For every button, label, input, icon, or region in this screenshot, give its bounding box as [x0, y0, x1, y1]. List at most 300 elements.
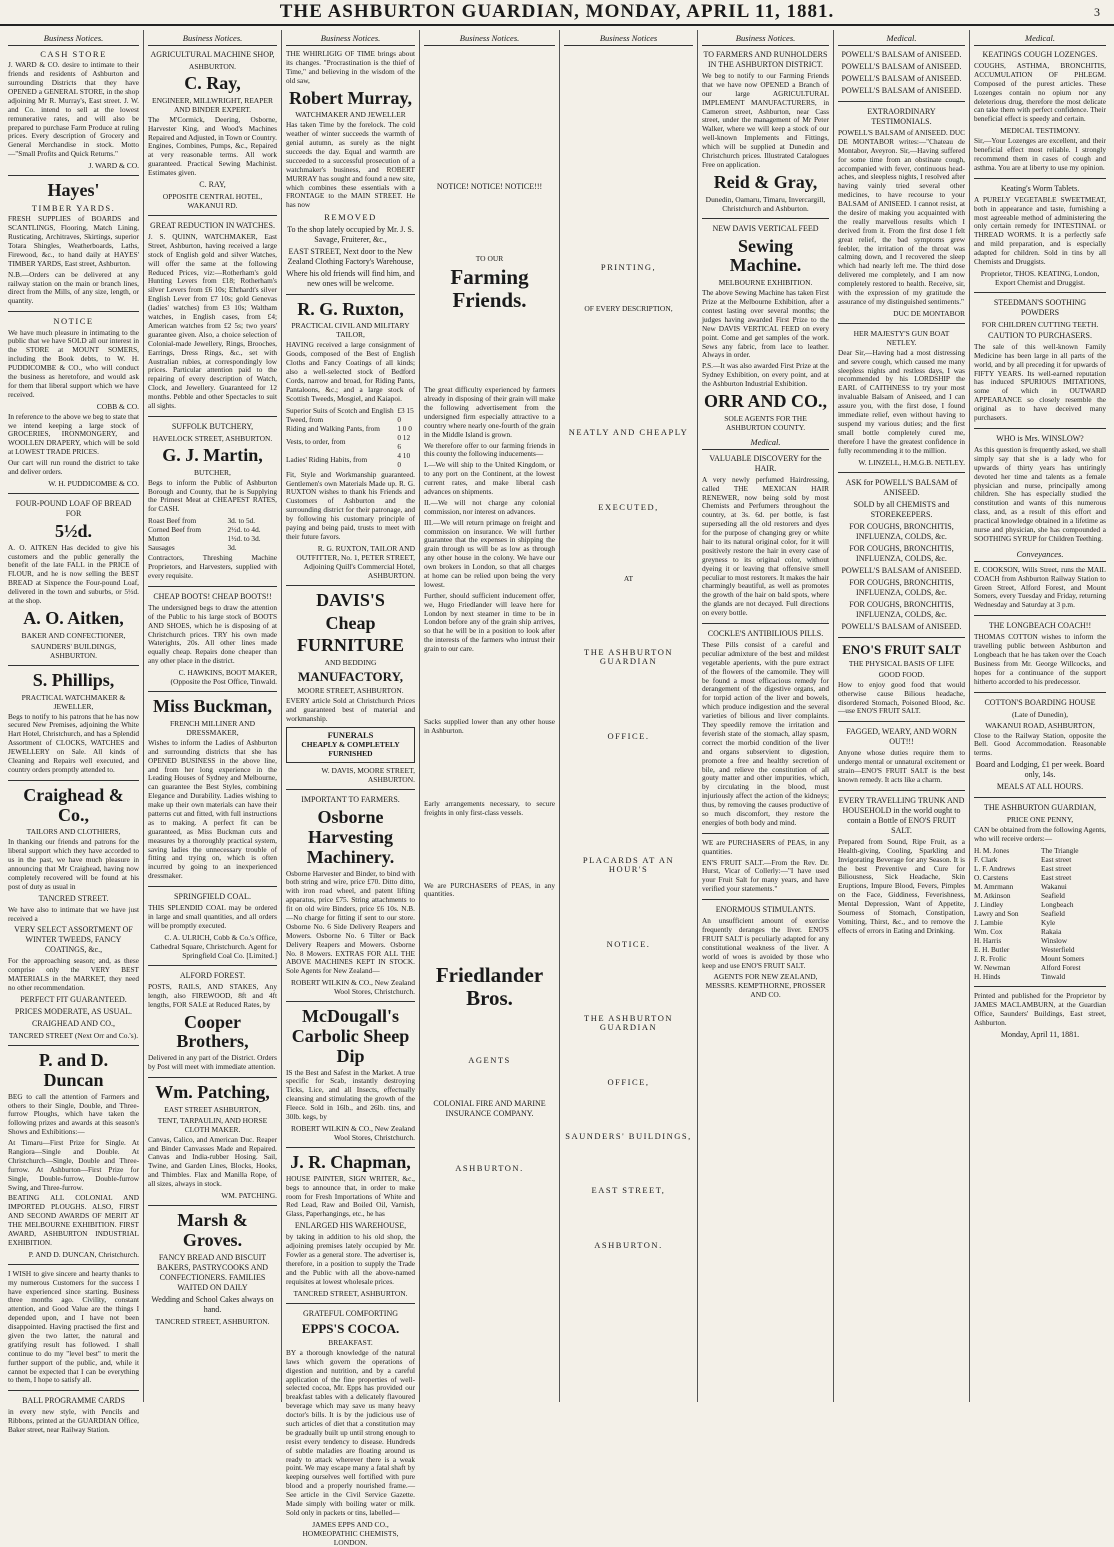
- ad-name: Wm. Patching,: [155, 1081, 270, 1102]
- column-8: [970, 30, 1110, 1402]
- divider: [838, 790, 965, 791]
- divider: [148, 1077, 277, 1078]
- ad-text: COLONIAL FIRE AND MARINE INSURANCE COMPANY.: [433, 1098, 546, 1118]
- ad-title: GREAT REDUCTION IN WATCHES.: [149, 221, 276, 231]
- column-header: Business Notices.: [148, 30, 277, 46]
- ad-signature: W. LINZELL, H.M.G.B. NETLEY.: [858, 457, 965, 467]
- ad-title: FURNITURE: [296, 635, 404, 656]
- divider: [974, 797, 1106, 798]
- ad-text: EN'S FRUIT SALT.—From the Rev. Dr. Hurst, Vicar of Collerly:—"I have used your Fruit Salt for many years, and have verified your statements.": [702, 857, 829, 894]
- ad-title: IMPORTANT TO FARMERS.: [301, 795, 400, 805]
- ad-subtitle: AGENTS: [468, 1054, 511, 1065]
- price-value: 3d. to 5d.: [227, 516, 256, 526]
- divider: [8, 780, 139, 781]
- ad-signature: R. G. RUXTON, TAILOR AND OUTFITTER, No. 1, PETER STREET, Adjoining Quill's Commercial Hotel, ASHBURTON.: [296, 543, 415, 580]
- price-row: [286, 433, 415, 451]
- price-row: [286, 406, 415, 424]
- funerals-box: [286, 727, 415, 763]
- ad-title: MANUFACTORY,: [297, 669, 404, 685]
- divider: [974, 692, 1106, 693]
- ad-text: The undersigned begs to draw the attention of the Public to his large stock of BOOTS AND SHOES, which he is disposing of at Christchurch prices. TRY his own made Waterights, 20s. All other lines made equally cheap. Repairs done cheaper than any other place in the district.: [148, 602, 277, 666]
- ad-trade: FRENCH MILLINER AND DRESSMAKER,: [169, 718, 255, 737]
- ad-name: Craighead & Co.,: [23, 784, 124, 825]
- agent-name: L. F. Andrews: [974, 863, 1016, 873]
- ad-text: We therefore offer to our farming friends in this county the following inducements—: [424, 440, 555, 459]
- notice-title: NOTICE! NOTICE! NOTICE!!!: [436, 182, 543, 191]
- ad-signature: C. RAY,: [199, 180, 226, 190]
- ad-text: PRICES MODERATE, AS USUAL.: [14, 1007, 133, 1017]
- column-3: [282, 30, 420, 1547]
- divider: [8, 1390, 139, 1391]
- agent-place: East street: [1041, 872, 1072, 882]
- divider: [838, 472, 965, 473]
- agent-place: Seafield: [1041, 890, 1065, 900]
- ad-title: Keating's Worm Tablets.: [1000, 183, 1080, 193]
- ad-name: Friedlander Bros.: [435, 963, 544, 1011]
- agent-row: [974, 945, 1106, 954]
- ad-title: TO FARMERS AND RUNHOLDERS IN THE ASHBURTON DISTRICT.: [703, 50, 828, 69]
- ad-title: CAUTION TO PURCHASERS.: [988, 330, 1092, 340]
- ad-text: The above Sewing Machine has taken First Prize at the Melbourne Exhibition, after a contest lasting over several months; the judges having awarded First Prize to the New DAVIS VERTICAL FEED on every point. Come and get samples of the work. Sews any fabric, from lace to leather. Always in order.: [702, 288, 829, 360]
- spacer: [424, 901, 555, 961]
- divider: [286, 1147, 415, 1148]
- ad-subtitle: FOR CHILDREN CUTTING TEETH.: [981, 319, 1099, 329]
- spacer: [564, 877, 693, 937]
- divider: [974, 986, 1106, 987]
- divider: [286, 789, 415, 790]
- ad-trade: ENGINEER, MILLWRIGHT, REAPER AND BINDER EXPERT.: [152, 95, 273, 114]
- column-header: Medical.: [974, 30, 1106, 46]
- agent-place: Wakanui: [1041, 881, 1067, 891]
- price-row: [286, 451, 415, 469]
- agent-place: Tinwald: [1041, 971, 1066, 981]
- spacer: [424, 1121, 555, 1161]
- divider: [286, 294, 415, 295]
- ad-subtitle: EAST STREET ASHBURTON,: [164, 1104, 261, 1114]
- agent-place: The Triangle: [1041, 845, 1079, 855]
- agent-name: H. Harris: [974, 935, 1002, 945]
- ad-text: At Timaru—First Prize for Single. At Rangiora—Single and Double. At Christchurch—Single, Double and Three-furrow. At Ashburton—First Prize for Single, Double-furrow, Double-furrow Swing, and Three-furrow.: [8, 1138, 139, 1192]
- spacer: [564, 951, 693, 1011]
- ad-text: Close to the Railway Station, opposite the Bell. Good Accommodation. Reasonable terms.: [974, 730, 1106, 758]
- ad-title: NOTICE: [53, 316, 94, 327]
- ad-text: HOUSE PAINTER, SIGN WRITER, &c., begs to announce that, in order to make room for Fresh Importations of White and Red Lead, Raw and Boiled Oil, Varnish, Glass, Paperhangings, etc., he has: [286, 1173, 415, 1219]
- ad-text: NEATLY AND CHEAPLY: [568, 427, 689, 438]
- agent-place: East street: [1041, 854, 1072, 864]
- agent-place: Alford Forest: [1041, 962, 1081, 972]
- column-header: Business Notices: [564, 30, 693, 46]
- ad-text: A very newly perfumed Hairdressing, called THE MEXICAN HAIR RENEWER, now being sold by most Chemists and Perfumers throughout the country, at 3s. 6d. per bottle, is fast superseding all the old restorers and dyes for the purpose of changing grey or white hair to its natural original color, for it will positively restore the hair in every case of greyness to its original color, without dyeing it or leaving that offensive smell peculiar to most restorers. It makes the hair charmingly beautiful, as well as promotes the growth of the hair on bald spots, where the glands are not decayed. Full directions on every bottle.: [702, 474, 829, 618]
- ad-line: POWELL'S BALSAM of ANISEED.: [841, 62, 962, 71]
- ad-line: POWELL'S BALSAM of ANISEED.: [841, 86, 962, 95]
- spacer: [564, 585, 693, 645]
- spacer: [424, 314, 555, 384]
- ad-title: PRINTING,: [600, 262, 657, 272]
- ad-text: To the shop lately occupied by Mr. J. S. Savage, Fruiterer, &c.,: [287, 224, 414, 244]
- ad-name: Farming Friends.: [450, 265, 529, 313]
- ad-title: CASH STORE: [40, 49, 107, 59]
- ad-subtitle: SOLE AGENTS FOR THE ASHBURTON COUNTY.: [724, 413, 807, 432]
- ad-line: FOR COUGHS, BRONCHITIS, INFLUENZA, COLDS, &c.: [849, 577, 954, 597]
- column-header: Business Notices.: [286, 30, 415, 46]
- ad-title: VALUABLE DISCOVERY for the HAIR.: [709, 453, 822, 473]
- ad-trade: BUTCHER,: [194, 467, 231, 477]
- ad-text: SAUNDERS' BUILDINGS,: [565, 1131, 692, 1142]
- price-value: 0 12 6: [397, 432, 411, 451]
- spacer: [564, 1035, 693, 1075]
- ad-text: PLACARDS AT AN HOUR'S: [582, 855, 675, 875]
- ad-text: by taking in addition to his old shop, the adjoining premises lately occupied by Mr. Fowler as a general store. The advertiser is, therefore, in a position to supply the Trade and the Public with all the above-named requisites at lowest wholesale prices.: [286, 1232, 415, 1286]
- ad-text: We have much pleasure in intimating to the public that we have SOLD all our interest in the STORE at MOUNT SOMERS, including the Book debts, to W. H. PUDDICOMBE & CO., who will conduct the business as heretofore, and would ask for them that liberal support which we have received.: [8, 327, 139, 399]
- ad-text: WE are PURCHASERS of PEAS, in any quantities.: [702, 837, 829, 856]
- ad-trade: TENT, TARPAULIN, AND HORSE CLOTH MAKER.: [157, 1115, 268, 1134]
- ad-line: POWELL'S BALSAM of ANISEED.: [841, 565, 962, 575]
- ad-address: OPPOSITE CENTRAL HOTEL, WAKANUI RD.: [162, 192, 263, 211]
- ad-text: BEG to call the attention of Farmers and others to their Single, Double, and Three-furrow Ploughs, which have taken the following prizes and awards at this season's Shows and Exhibitions:—: [8, 1091, 139, 1137]
- ad-text: BY a thorough knowledge of the natural laws which govern the operations of digestion and nutrition, and by a careful application of the fine properties of well-selected cocoa, Mr. Epps has provided our breakfast tables with a delicately flavoured beverage which may save us many heavy doctor's bills. It is by the judicious use of such articles of diet that a constitution may be gradually built up until strong enough to resist every tendency to disease. Hundreds of subtle maladies are floating around us ready to attack wherever there is a weak point. We may escape many a fatal shaft by keeping ourselves well fortified with pure blood and a properly nourished frame.—See article in the Civil Service Gazette. Made simply with boiling water or milk. Sold only in packets or tins, labelled—: [286, 1347, 415, 1517]
- price-item: Mutton: [148, 534, 170, 544]
- ad-text: EAST STREET,: [591, 1185, 666, 1196]
- ad-text: Contractors, Threshing Machine Proprietors, and Harvesters, supplied with every requisite.: [148, 553, 277, 580]
- agent-row: [974, 927, 1106, 936]
- ad-text: Begs to inform the Public of Ashburton Borough and County, that he is Supplying the Primest Meat at CHEAPEST RATES, for CASH.: [148, 477, 277, 514]
- spacer: [564, 315, 693, 425]
- divider: [702, 218, 829, 219]
- ad-text: An unsufficient amount of exercise frequently deranges the liver. ENO'S FRUIT SALT is peculiarly adapted for any constitutional weakness of the liver. A world of woes is avoided by those who keep and use ENO'S FRUIT SALT.: [702, 916, 829, 970]
- ad-text: Wishes to inform the Ladies of Ashburton and surrounding districts that she has OPENED BUSINESS in the above line, and from her long experience in the Leading Houses of Sydney and Melbourne, can guarantee the Best Styles, combining Elegance and Durability. Ladies wishing to make up their own materials can have their patterns cut and fitted, with full instructions as to making. A perfect fit can be guaranteed, as Miss Buckman cuts and measures by a thoroughly practical system, saving ladies the unnecessary trouble of fitting and trying on, which is often incurred by going to an inexperienced dressmaker.: [148, 737, 277, 881]
- ad-title: FOUR-POUND LOAF OF BREAD FOR: [15, 498, 132, 518]
- ad-signature: ROBERT WILKIN & CO., New Zealand Wool Stores, Christchurch.: [290, 978, 415, 997]
- price-table: [148, 516, 277, 552]
- ad-name: S. Phillips,: [32, 669, 115, 690]
- ad-subtitle: AND BEDDING: [324, 658, 377, 668]
- divider: [974, 292, 1106, 293]
- ad-subtitle: (Late of Dunedin),: [1011, 709, 1069, 719]
- ad-title: AGRICULTURAL MACHINE SHOP,: [150, 50, 275, 59]
- ad-text: OFFICE,: [607, 1076, 650, 1087]
- ad-text: Osborne Harvester and Binder, to bind with both string and wire, price £70. Ditto ditto, with iron road wheel, and patent lifting apparatus, price £75. String attachments to fit on old wire Binders, price £6 10s. N.B.—No charge for fitting if sent to our store. Osborne No. 6 Side Delivery Reapers and Mowers. Osborne No. 6 Tilter or Back Delivery Reapers and Mowers. Osborne No. 8 Mowers. EXTRAS FOR ALL THE ABOVE MACHINES KEPT IN STOCK. Sole Agents for New Zealand—: [286, 868, 415, 976]
- ad-name: EPPS'S COCOA.: [301, 1320, 400, 1336]
- price-row: [148, 534, 277, 543]
- ad-address: EAST STREET, Next door to the New Zealand Clothing Factory's Warehouse,: [287, 246, 414, 266]
- agent-place: Kyle: [1041, 917, 1056, 927]
- ad-title: ENORMOUS STIMULANTS.: [715, 905, 816, 915]
- agent-name: M. Amrmann: [974, 881, 1014, 891]
- ad-title: COCKLE'S ANTIBILIOUS PILLS.: [707, 629, 824, 639]
- ad-subtitle: MEDICAL TESTIMONY.: [1000, 126, 1080, 136]
- price-row: [148, 525, 277, 534]
- ad-text: As this question is frequently asked, we shall simply say that she is a lady who for upwards of thirty years has untiringly devoted her time and talents as a female physician and nurse, principally among children. She has especially studied the constitution and wants of this numerous class, and, as a result of this effort and practical knowledge obtained in a lifetime as nurse and physician, she has compounded a SOOTHING SYRUP for Children Teething.: [974, 444, 1106, 543]
- ad-signature: C. HAWKINS, BOOT MAKER, (Opposite the Post Office, Tinwald.: [170, 668, 277, 687]
- ad-text: I.—We will ship to the United Kingdom, or to any port on the Continent, at the lowest current rates, and make liberal cash advances on shipments.: [424, 460, 555, 496]
- ad-text: Board and Lodging, £1 per week. Board only, 14s.: [975, 760, 1105, 780]
- divider: [974, 615, 1106, 616]
- ad-name: Robert Murray,: [289, 87, 412, 108]
- ad-text: POSTS, RAILS, AND STAKES, Any length, also FIREWOOD, 8ft and 4ft lengths, FOR SALE at Reduced Rates, by: [148, 981, 277, 1009]
- ad-title: THE ASHBURTON GUARDIAN,: [983, 803, 1097, 813]
- funerals-subtitle: CHEAPLY & COMPLETELY FURNISHED: [301, 740, 400, 759]
- ad-text: J. S. QUINN, WATCHMAKER, East Street, Ashburton, having received a large stock of English gold and silver Watches, will offer the same at the following Reduced Prices, viz:—Rotherham's gold Hunting Levers from £18; Rotherham's silver Levers from £6 10s; Ehrhardt's silver English Lever from £7 10s; gold Genevas (ladies' watches) from £3 10s; Waltham watches, in English cases, from £4; American watches from £2 5s; two years' guarantee given. Also, a choice selection of Colonial-made Jewellery, Rings, Brooches, Earrings, Dress Rings, &c., set with Australian rubies, at correspondingly low prices. Particular attention paid to the repairing of every description of Watch, Clock, and Jewellery. Guaranteed for 12 months. Pebble and other Spectacles to suit all sights.: [148, 232, 277, 410]
- column-5: [560, 30, 698, 1402]
- price-item: Vests, to order, from: [286, 437, 346, 447]
- column-7: [834, 30, 970, 1402]
- price-value: £3 15 0: [397, 405, 414, 424]
- ad-text: VERY SELECT ASSORTMENT OF WINTER TWEEDS, FANCY COATINGS, &c.,: [14, 925, 133, 955]
- ad-subtitle: PRICE ONE PENNY,: [1006, 815, 1074, 825]
- ad-trade: PRACTICAL CIVIL AND MILITARY TAILOR,: [291, 321, 410, 340]
- ad-text: MEALS AT ALL HOURS.: [996, 782, 1084, 792]
- divider: [286, 1303, 415, 1304]
- agent-row: [974, 963, 1106, 972]
- ad-text: Sacks supplied lower than any other house in Ashburton.: [424, 717, 555, 735]
- ad-subtitle: ENLARGED HIS WAREHOUSE,: [294, 1221, 407, 1231]
- ad-name: Cooper Brothers,: [176, 1011, 249, 1052]
- divider: [702, 623, 829, 624]
- ad-subtitle: GOOD FOOD.: [878, 669, 925, 679]
- agent-row: [974, 855, 1106, 864]
- ad-title: REMOVED: [324, 212, 377, 223]
- agent-row: [974, 873, 1106, 882]
- ad-title: SPRINGFIELD COAL.: [174, 892, 251, 902]
- price-table: [286, 406, 415, 469]
- divider: [286, 1001, 415, 1002]
- ad-name: McDougall's Carbolic Sheep Dip: [291, 1006, 410, 1066]
- divider: [8, 311, 139, 312]
- ad-text: NOTICE.: [606, 938, 651, 949]
- ad-price: 5½d.: [54, 520, 92, 541]
- ad-text: Where his old friends will find him, and new ones will be welcome.: [286, 268, 415, 288]
- spacer: [564, 1198, 693, 1238]
- ad-address: WAKANUI ROAD, ASHBURTON,: [985, 720, 1095, 730]
- spacer: [424, 194, 555, 254]
- ad-text: Wedding and School Cakes always on hand.: [151, 1294, 274, 1314]
- ad-trade: WATCHMAKER AND JEWELLER: [295, 110, 406, 120]
- divider: [702, 899, 829, 900]
- ad-text: IS the Best and Safest in the Market. A true specific for Scab, instantly destroying Ticks, Lice, and all Insects, effectually cleansing and stimulating the growth of the Fleece. Sold in 16lb., and 26lb. tins, and 30lb. kegs, by: [286, 1067, 415, 1122]
- agent-name: W. Newman: [974, 962, 1011, 972]
- agent-place: Winslow: [1041, 935, 1068, 945]
- divider: [8, 175, 139, 176]
- ad-signature: P. AND D. DUNCAN, Christchurch.: [28, 1249, 139, 1259]
- ad-name: Marsh & Groves.: [177, 1210, 248, 1250]
- spacer: [424, 50, 555, 180]
- ad-text: THE ASHBURTON GUARDIAN: [584, 1013, 673, 1033]
- ad-text: N.B.—Orders can be delivered at any railway station on the main or branch lines, direct from the Mills, of any size, length, or quantity.: [8, 269, 139, 306]
- ad-title: SUFFOLK BUTCHERY,: [171, 421, 254, 431]
- spacer: [564, 274, 693, 304]
- column-6: [698, 30, 834, 1402]
- ad-text: Early arrangements necessary, to secure freights in only first-class vessels.: [424, 798, 555, 817]
- spacer: [424, 738, 555, 798]
- column-header: Medical.: [838, 30, 965, 46]
- agent-row: [974, 972, 1106, 981]
- ad-name: J. R. Chapman,: [290, 1151, 411, 1172]
- divider: [8, 1045, 139, 1046]
- price-value: 4 10 0: [397, 450, 411, 469]
- divider: [974, 178, 1106, 179]
- price-row: [148, 543, 277, 552]
- agent-row: [974, 936, 1106, 945]
- ad-text: FRESH SUPPLIES of BOARDS and SCANTLINGS, Flooring, Match Lining, Rusticating, Architraves, Skirtings, superior Totara Shingles, Weatherboards, Laths, Firewood, &c., to hand daily at HAYES' TIMBER YARDS, East street, Ashburton.: [8, 214, 139, 268]
- price-row: [286, 424, 415, 433]
- ad-signature: Proprietor, THOS. KEATING, London, Export Chemist and Druggist.: [980, 268, 1100, 287]
- column-header: Business Notices.: [702, 30, 829, 46]
- ad-text: THE WHIRLIGIG OF TIME brings about its changes. "Procrastination is the thief of Time," and believing in the wisdom of the old saw,: [286, 49, 415, 85]
- price-item: Sausages: [148, 543, 175, 553]
- ad-text: Fit, Style and Workmanship guaranteed. Gentlemen's own Materials Made up. R. G. RUXTON wishes to thank his Friends and Customers of Ashburton and the surrounding district for their patronage, and by following his customary principle of paying and being paid, trusts to meet with their future favors.: [286, 469, 415, 541]
- divider: [974, 428, 1106, 429]
- ad-subtitle: TO OUR: [475, 254, 504, 263]
- agent-row: [974, 900, 1106, 909]
- ad-address: SAUNDERS' BUILDINGS, ASHBURTON.: [30, 641, 117, 660]
- divider: [838, 637, 965, 638]
- ad-text: The great difficulty experienced by farmers already in disposing of their grain will make the following advertisement from the undersigned firm especially attractive to a country where nearly one-fourth of the grain in the Middle Island is grown.: [424, 385, 555, 439]
- ad-name: G. J. Martin,: [162, 444, 263, 465]
- ad-signature: AGENTS FOR NEW ZEALAND, MESSRS. KEMPTHORNE, PROSSER AND CO.: [705, 972, 826, 1000]
- agent-name: H. M. Jones: [974, 845, 1010, 855]
- price-value: 2½d. to 4d.: [227, 525, 261, 535]
- ad-subtitle: OF EVERY DESCRIPTION,: [584, 304, 673, 314]
- ad-line: ASK for POWELL'S BALSAM of ANISEED.: [845, 477, 958, 497]
- ad-text: The sale of this well-known Family Medicine has been large in all parts of the world, and by all preceding it for upwards of FIFTY YEARS. Its well-earned reputation has induced SPURIOUS IMITATIONS, some of which in OUTWARD APPEARANCE so closely resemble the original as to have deceived many purchasers.: [974, 341, 1106, 423]
- page-marker: 3: [1094, 5, 1100, 19]
- ad-text: Canvas, Calico, and American Duc. Reaper and Binder Canvasses Made and Repaired. Canvas and India-rubber Hosing. Sail, Twine, and Garden Lines, Blocks, Hooks, and Thimbles. Flax and Manilla Rope, of all sizes, always in stock.: [148, 1134, 277, 1189]
- spacer: [564, 514, 693, 574]
- agent-place: Rakaia: [1041, 926, 1062, 936]
- ad-address: TANCRED STREET, ASHBURTON.: [293, 1288, 408, 1298]
- ad-address: Dunedin, Oamaru, Timaru, Invercargill, Christchurch and Ashburton.: [705, 194, 826, 213]
- column-2: [144, 30, 282, 1402]
- ad-text: Prepared from Sound, Ripe Fruit, as a Health-giving, Cooling, Sparkling and Invigorating Beverage for any Season. It is the best Preventive and Cure for Biliousness, Sick Headache, Skin Eruptions, Impure Blood, Fevers, Pimples on the Face, Giddiness, Feverishness, Mental Depression, Want of Appetite, Sourness of Stomach, Constipation, Vomiting, Thirst, &c., and to remove the effects of errors in Eating and Drinking.: [838, 836, 965, 935]
- ad-text: For the approaching season; and, as these comprise only the VERY BEST MATERIALS in the MARKET, they need no other recommendation.: [8, 956, 139, 993]
- ad-text: THIS SPLENDID COAL may be ordered in large and small quantities, and all orders will be promptly executed.: [148, 903, 277, 930]
- agent-row: [974, 954, 1106, 963]
- ad-subtitle: BREAKFAST.: [328, 1337, 373, 1347]
- column-1: [4, 30, 144, 1435]
- ad-name: Reid & Gray,: [713, 171, 818, 192]
- ad-text: CAN be obtained from the following Agents, who will receive orders:—: [974, 825, 1106, 844]
- divider: [838, 323, 965, 324]
- ad-name: Sewing Machine.: [729, 235, 802, 276]
- columns: [4, 30, 1110, 1547]
- price-value: 3d.: [227, 543, 237, 553]
- price-value: 1 0 0: [397, 423, 412, 433]
- spacer: [564, 1089, 693, 1129]
- ad-text: We have also to intimate that we have just received a: [8, 904, 139, 923]
- ad-title: COTTON'S BOARDING HOUSE: [984, 697, 1096, 707]
- ad-name: C. Ray,: [184, 73, 241, 93]
- ad-signature: DUC DE MONTABOR: [893, 308, 965, 318]
- spacer: [564, 669, 693, 729]
- ad-trade: PRACTICAL WATCHMAKER & JEWELLER,: [21, 692, 126, 711]
- price-value: 1½d. to 3d.: [227, 534, 261, 544]
- ad-title: NEW DAVIS VERTICAL FEED: [712, 223, 819, 233]
- ad-text: In thanking our friends and patrons for the liberal support which they have accorded to us in the past, we have much pleasure in announcing that Mr Craighead, having now completely recovered will be found at his post of duty as usual in: [8, 837, 139, 891]
- agent-name: M. Atkinson: [974, 890, 1011, 900]
- price-row: [148, 516, 277, 525]
- price-item: Roast Beef from: [148, 516, 197, 526]
- ad-text: Our cart will run round the district to take and deliver orders.: [8, 458, 139, 476]
- ad-text: We are PURCHASERS of PEAS, in any quantities.: [424, 880, 555, 899]
- ad-title: EXTRAORDINARY TESTIMONIALS.: [867, 107, 936, 126]
- price-item: Superior Suits of Scotch and English Tweed, from: [286, 405, 394, 424]
- agent-name: H. Hinds: [974, 971, 1001, 981]
- agent-place: Longbeach: [1041, 899, 1074, 909]
- imprint-date: Monday, April 11, 1881.: [1000, 1029, 1080, 1039]
- price-item: Ladies' Riding Habits, from: [286, 455, 368, 465]
- ad-trade: BAKER AND CONFECTIONER,: [21, 630, 126, 640]
- ad-subtitle: THE PHYSICAL BASIS OF LIFE: [848, 658, 955, 668]
- ad-name: P. and D. Duncan: [38, 1050, 109, 1090]
- spacer: [564, 1143, 693, 1183]
- ad-signature: ROBERT WILKIN & CO., New Zealand Wool Stores, Christchurch.: [290, 1123, 415, 1142]
- funerals-title: FUNERALS: [327, 730, 374, 741]
- divider: [8, 665, 139, 666]
- divider: [148, 586, 277, 587]
- divider: [148, 416, 277, 417]
- agent-place: Mount Somers: [1041, 953, 1085, 963]
- ad-text: in every new style, with Pencils and Ribbons, printed at the GUARDIAN Office, Baker street, near Railway Station.: [8, 1407, 139, 1435]
- ad-line: FOR COUGHS, BRONCHITIS, INFLUENZA, COLDS, &c.: [849, 599, 954, 619]
- agent-place: East street: [1041, 863, 1072, 873]
- ad-text: THE ASHBURTON GUARDIAN: [584, 647, 673, 667]
- section-header: Medical.: [702, 434, 829, 450]
- ad-name: DAVIS'S: [316, 589, 385, 610]
- spacer: [424, 820, 555, 880]
- ad-text: II.—We will not charge any colonial commission, nor interest on advances.: [424, 497, 555, 516]
- ad-signature: W. DAVIS, MOORE STREET, ASHBURTON.: [321, 766, 415, 785]
- ad-title: GRATEFUL COMFORTING: [302, 1308, 398, 1318]
- divider: [286, 585, 415, 586]
- agent-name: E. H. Butler: [974, 944, 1010, 954]
- agent-place: Westerfield: [1041, 944, 1075, 954]
- ad-title: THE LONGBEACH COACH!!: [988, 621, 1092, 631]
- ad-text: FANCY BREAD AND BISCUIT BAKERS, PASTRYCOOKS AND CONFECTIONERS. FAMILIES WAITED ON DAILY: [156, 1252, 269, 1292]
- ad-text: J. WARD & CO. desire to intimate to their friends and residents of Ashburton and surrounding Districts that they have OPENED a GENERAL STORE, in the shop adjoining Mr R. Murray's, East street. J. W. and Co. intend to sell at the lowest remunerative rates, and will also be prepared to purchase Farm Produce at ruling prices. Every description of Grocery and General Merchandise in stock. Motto—"Small Profits and Quick Returns.": [8, 60, 139, 159]
- ad-text: We beg to notify to our Farming Friends that we have now OPENED a Branch of our large AGRICULTURAL IMPLEMENT MANUFACTURERS, in Cameron street, Ashburton, near Cass street, under the management of Mr Peter Walker, where we will keep a stock of our well-known Implements and Fittings, which will be supplied at Dunedin and Christchurch prices. Illustrated Catalogues Free on application.: [702, 71, 829, 169]
- spacer: [564, 743, 693, 853]
- divider: [8, 493, 139, 494]
- ad-text: I WISH to give sincere and hearty thanks to my numerous Customers for the success I have experienced since starting. Business three months ago. Civility, constant attention, and Good Value are the things I depended upon, and I have not been disappointed. Having practised the first and given the two latter, the natural and gratifying result has followed. I shall continue to do my "level best" to merit the further support of the public, and, while it cannot be expected that I can be everything to them, I hope to satisfy all.: [8, 1268, 139, 1385]
- spacer: [564, 50, 693, 260]
- ad-text: Begs to notify to his patrons that he has now secured New Premises, adjoining the White Hart Hotel, Christchurch, and has a Splendid Assortment of CLOCKS, WATCHES and JEWELLERY on Sale. All kinds of Cleaning and Repairs well executed, and country orders promptly attended to.: [8, 711, 139, 774]
- ad-title: ALFORD FOREST.: [179, 970, 246, 980]
- ad-title: KEATINGS COUGH LOZENGES.: [982, 50, 1098, 59]
- price-item: Riding and Walking Pants, from: [286, 423, 380, 433]
- ad-name: Osborne Harvesting Machinery.: [306, 807, 395, 867]
- ad-address: ASHBURTON.: [455, 1162, 524, 1173]
- agent-row: [974, 864, 1106, 873]
- ad-text: A PURELY VEGETABLE SWEETMEAT, both in appearance and taste, furnishing a most agreeable method of administering the only certain remedy for INTESTINAL or THREAD WORMS. It is a perfectly safe and mild preparation, and is especially adapted for children. Sold in tins by all Chemists and Druggists.: [974, 194, 1106, 267]
- ad-text: Dear Sir,—Having had a most distressing and severe cough, which caused me many sleepless nights and restless days, I was recommended by his LORDSHIP the EARL of CAITHNESS to try your most invaluable Balsam of Aniseed, and I can assure you, with the first dose, I found immediate relief, even without having to suspend my various duties; and the first small bottle completely cured me, therefore I have the greatest confidence in fully recommending it to the million.: [838, 347, 965, 455]
- ad-line: POWELL'S BALSAM of ANISEED.: [841, 74, 962, 83]
- divider: [148, 965, 277, 966]
- ad-line: FOR COUGHS, BRONCHITIS, INFLUENZA, COLDS, &c.: [849, 521, 954, 541]
- agent-name: O. Carstens: [974, 872, 1009, 882]
- ad-line: FOR COUGHS, BRONCHITIS, INFLUENZA, COLDS, &c.: [849, 543, 954, 563]
- ad-signature: CRAIGHEAD AND CO.,: [31, 1019, 116, 1029]
- ad-signature: W. H. PUDDICOMBE & CO.: [48, 478, 139, 488]
- masthead: [0, 0, 1114, 26]
- ad-text: EXECUTED,: [598, 501, 659, 512]
- column-header: Business Notices.: [424, 30, 555, 46]
- ad-name: R. G. Ruxton,: [297, 298, 404, 319]
- spacer: [424, 656, 555, 716]
- agent-name: J. Lambie: [974, 917, 1003, 927]
- agent-row: [974, 918, 1106, 927]
- ad-text: HAVING received a large consignment of Goods, composed of the Best of English Cloths and Fancy Coatings of all kinds; also a well-selected stock of Bedford Cords, narrow and broad, for Riding Pants, Pantaloons, &c.; and a large stock of Scottish Tweeds, Mosgiel, and Kaiapoi.: [286, 340, 415, 403]
- divider: [838, 101, 965, 102]
